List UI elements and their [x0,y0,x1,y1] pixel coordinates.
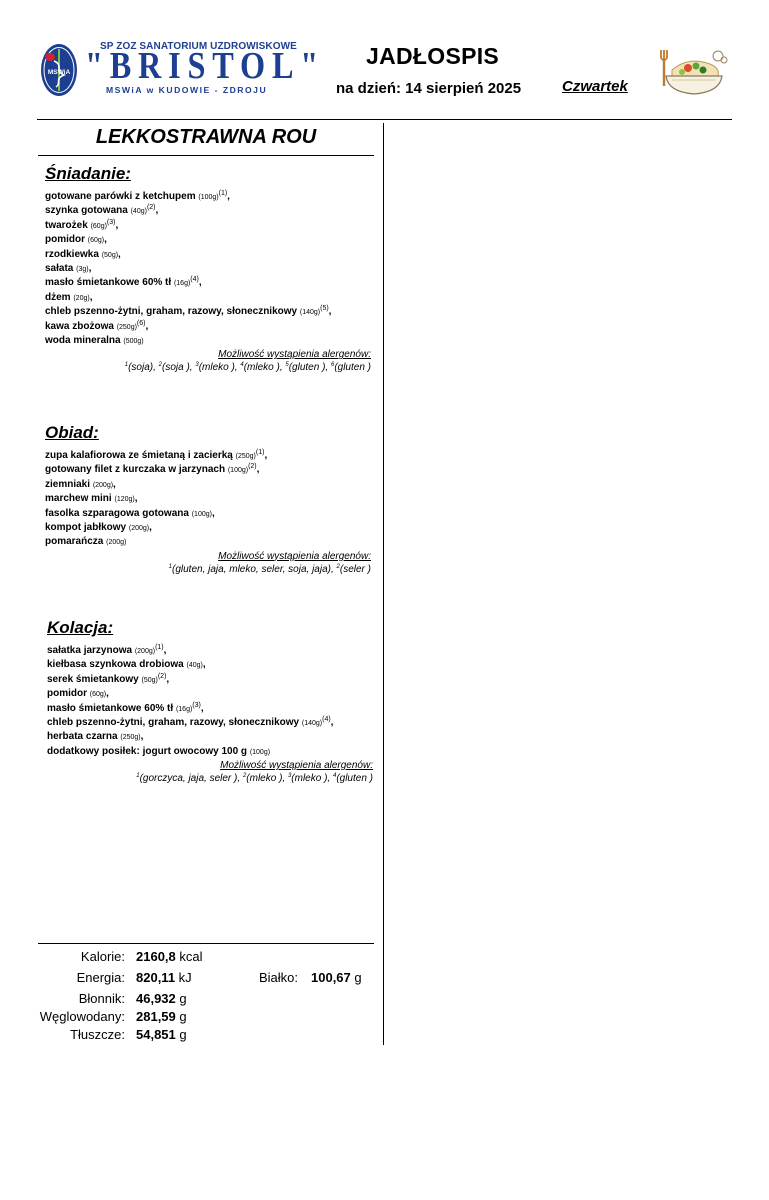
allergen-title: Możliwość wystąpienia alergenów: [220,760,373,772]
menu-item [45,233,375,247]
allergen-text: (gluten ), [288,362,331,374]
meal-heading: Kolacja: [47,618,114,637]
allergen-title: Możliwość wystąpienia alergenów: [218,349,371,361]
menu-item-portion: (500g) [123,337,144,345]
item-separator: , [145,320,149,332]
menu-date: na dzień: 14 sierpień 2025 [336,80,522,97]
menu-item-portion: (120g) [114,496,135,504]
allergen-ref: (1) [255,449,265,456]
menu-item-name: pomarańcza [45,536,104,548]
allergen-ref: (4) [322,715,331,723]
diet-name: LEKKOSTRAWNA ROU [95,126,317,148]
meal-heading: Śniadanie: [45,164,131,183]
allergen-number: 1 [124,362,129,369]
item-separator: , [155,205,159,217]
menu-item-portion: (16g) [173,280,191,288]
allergen-text: (gluten ) [336,773,373,785]
item-separator: , [89,291,93,303]
logo-top-text: SP ZOZ SANATORIUM UZDROWISKOWE [100,41,297,52]
menu-item-name: ziemniaki [45,478,93,490]
item-separator: , [118,248,121,260]
allergen-list [47,772,377,786]
menu-item-name: woda mineralna [45,334,121,346]
menu-item-name: chleb pszenno-żytni, graham, razowy, słonecznikowy [45,306,298,318]
menu-item-portion: (140g) [299,309,321,317]
item-separator: , [104,234,107,246]
allergen-text: (soja), [128,362,159,374]
meal-lunch [45,423,375,577]
allergen-ref: (2) [157,672,167,680]
meal-dinner [47,618,377,786]
menu-item-name: gotowane parówki z ketchupem [45,191,196,202]
item-separator: , [115,219,119,231]
item-separator: , [113,478,116,490]
item-separator: , [166,673,170,685]
energy-unit: kJ [178,970,192,985]
menu-item [45,248,375,262]
menu-item [45,276,375,290]
protein-unit: g [354,970,362,985]
allergen-text: (mleko ), [198,362,241,374]
item-separator: , [264,450,268,461]
menu-item-name: fasolka szparagowa gotowana [45,507,189,519]
menu-item-name: dodatkowy posiłek: jogurt owocowy 100 g [47,745,248,757]
menu-item-portion: (50g) [101,251,119,259]
fiber-unit: g [179,991,187,1006]
menu-item [47,673,377,687]
logo-bottom-text: MSWiA w KUDOWIE - ZDROJU [106,85,268,95]
menu-item-portion: (250g) [120,734,141,742]
allergen-ref: (4) [190,276,199,284]
menu-item-name: masło śmietankowe 60% tł [47,702,174,714]
menu-item-name: szynka gotowana [45,205,128,217]
calories-number: 2160,8 [136,949,176,964]
menu-item [47,702,377,716]
header-divider [37,119,732,120]
menu-item [47,745,377,759]
diet-divider [38,155,374,156]
protein-value [311,969,362,986]
column-divider [383,123,384,1045]
meal-items [47,644,377,759]
bristol-logo [82,44,328,90]
menu-item [45,478,375,492]
allergen-text: (mleko ), [243,362,286,374]
menu-item-portion: (200g) [128,524,150,532]
item-separator: , [140,731,144,743]
allergen-ref: (1) [155,644,164,651]
allergen-list [45,563,375,577]
menu-item-portion: (3g) [76,265,89,273]
menu-item-portion: (40g) [186,662,203,670]
menu-item-name: pomidor [47,688,87,700]
menu-item-portion: (200g) [106,539,127,547]
menu-item-name: gotowany filet z kurczaka w jarzynach [45,464,226,476]
salad-bowl-icon [658,46,730,102]
menu-item-portion: (50g) [141,676,158,684]
menu-item [47,716,377,730]
menu-item-name: serek śmietankowy [47,673,139,685]
menu-item [45,535,375,549]
item-separator: , [227,191,230,202]
allergen-number: 1 [136,773,140,780]
item-separator: , [202,659,206,671]
menu-day: Czwartek [562,78,628,95]
menu-title: JADŁOSPIS [366,43,500,69]
menu-item-portion: (140g) [301,719,323,727]
menu-item-name: chleb pszenno-żytni, graham, razowy, słonecznikowy [47,716,300,728]
menu-item [45,521,375,535]
menu-item-portion: (200g) [92,481,114,489]
menu-item-portion: (60g) [89,691,107,699]
item-separator: , [163,645,167,656]
fiber-label: Błonnik: [78,991,125,1006]
menu-item-name: herbata czarna [47,731,118,743]
logo-brand-text: "BRISTOL" [85,45,325,87]
menu-item-name: kompot jabłkowy [45,521,127,533]
menu-item-portion: (40g) [130,208,147,216]
calories-value [136,948,203,965]
allergen-text: (seler ) [339,563,371,575]
meal-heading: Obiad: [45,423,99,442]
menu-item-portion: (200g) [134,648,156,655]
sanatorium-emblem-icon [40,43,78,97]
menu-item [45,507,375,521]
menu-item [47,658,377,672]
calories-unit: kcal [179,949,203,964]
menu-item-portion: (100g) [198,194,219,201]
menu-item-name: masło śmietankowe 60% tł [45,277,172,289]
nutrition-divider [38,943,374,944]
fat-label: Tłuszcze: [70,1027,125,1042]
calories-label: Kalorie: [80,949,125,964]
allergen-number: 2 [336,563,340,570]
menu-item-portion: (100g) [227,467,249,475]
menu-item-name: sałata [45,262,74,274]
menu-item [45,463,375,477]
item-separator: , [200,702,204,714]
menu-item-portion: (20g) [73,294,90,302]
item-separator: , [88,262,92,274]
protein-number: 100,67 [311,970,351,985]
energy-label: Energia: [76,970,125,985]
allergen-ref: (2) [248,463,257,471]
menu-item-portion: (16g) [175,705,193,713]
menu-item-name: sałatka jarzynowa [47,645,133,656]
menu-item-name: pomidor [45,234,85,246]
menu-item [45,320,375,334]
allergen-ref: (3) [106,218,116,226]
item-separator: , [149,521,152,533]
menu-item [45,449,375,463]
item-separator: , [211,507,215,519]
meal-breakfast [45,164,375,375]
allergen-text: (gluten, jaja, mleko, seler, soja, jaja), [172,563,337,575]
carbs-label: Węglowodany: [39,1009,125,1024]
menu-item-name: zupa kalafiorowa ze śmietaną i zacierką [45,450,233,461]
menu-item [45,190,375,204]
protein-label: Białko: [258,970,298,985]
item-separator: , [134,493,138,505]
energy-number: 820,11 [136,970,176,985]
carbs-value [136,1008,187,1025]
fat-value [136,1026,187,1043]
allergen-ref: (1) [218,190,228,197]
fiber-number: 46,932 [136,991,176,1006]
menu-item [47,687,377,701]
item-separator: , [106,688,109,700]
item-separator: , [198,277,202,289]
menu-item [45,305,375,319]
allergen-ref: (2) [146,204,156,212]
allergen-number: 2 [158,362,162,369]
allergen-text: (soja ), [162,362,196,374]
menu-item-portion: (100g) [191,510,212,518]
allergen-ref: (5) [320,305,329,313]
menu-item-name: twarożek [45,219,88,231]
menu-item [45,262,375,276]
emblem-text: MSWiA [47,69,71,76]
allergen-number: 5 [285,362,289,369]
menu-item-portion: (250g) [235,453,256,460]
item-separator: , [330,716,334,728]
menu-item-name: rzodkiewka [45,248,99,260]
menu-item [45,291,375,305]
menu-item-portion: (100g) [249,748,271,756]
fat-number: 54,851 [136,1027,176,1042]
fiber-value [136,990,187,1007]
menu-item [45,334,375,348]
menu-item [45,219,375,233]
allergen-text: (gluten ) [334,362,371,374]
allergen-number: 4 [240,362,244,369]
menu-item-portion: (250g) [116,323,137,331]
carbs-number: 281,59 [136,1009,176,1024]
allergen-number: 3 [195,362,199,369]
allergen-number: 6 [330,362,335,369]
menu-item-name: marchew mini [45,493,112,505]
menu-item-portion: (60g) [90,222,107,230]
allergen-number: 2 [242,773,247,780]
allergen-ref: (6) [136,319,146,327]
menu-item [47,730,377,744]
meal-items [45,190,375,348]
carbs-unit: g [179,1009,187,1024]
allergen-title: Możliwość wystąpienia alergenów: [218,550,371,562]
allergen-text: (mleko ), [246,773,288,785]
meal-items [45,449,375,550]
menu-item-name: kiełbasa szynkowa drobiowa [47,659,184,671]
allergen-ref: (3) [192,701,201,709]
menu-item-name: dżem [45,291,74,303]
allergen-text: (gorczyca, jaja, seler ), [139,773,243,785]
fat-unit: g [179,1027,187,1042]
menu-item-portion: (60g) [87,237,105,245]
allergen-text: (mleko ), [291,773,333,785]
menu-item [47,644,377,658]
allergen-number: 1 [168,563,172,570]
allergen-number: 4 [332,773,337,780]
allergen-list [45,361,375,375]
menu-item [45,204,375,218]
item-separator: , [256,464,260,476]
item-separator: , [328,306,332,318]
menu-item [45,492,375,506]
menu-item-name: kawa zbożowa [45,320,117,332]
allergen-number: 3 [287,773,292,780]
